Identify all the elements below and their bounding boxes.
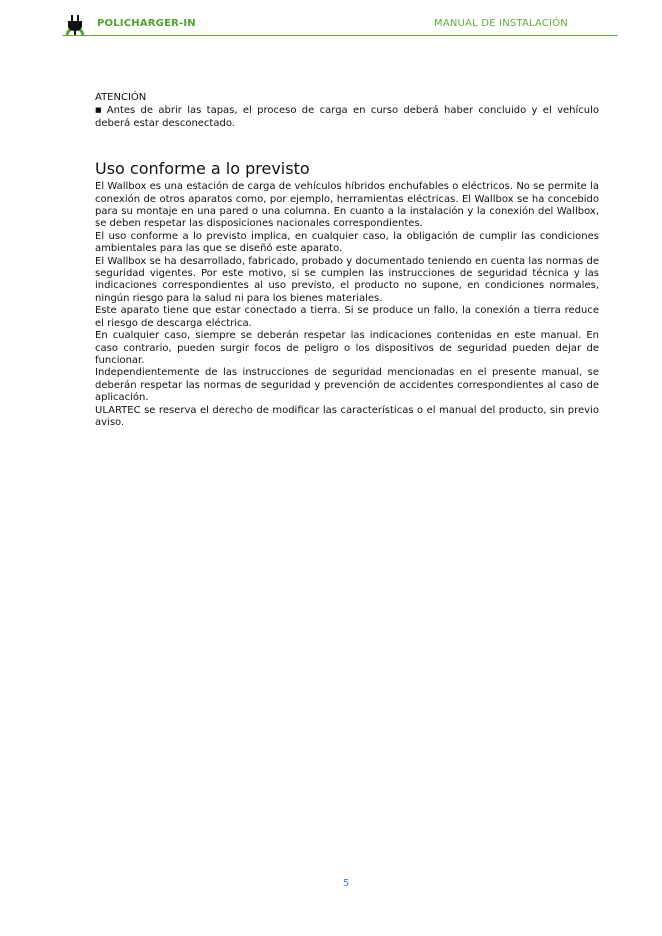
attention-text <box>95 104 599 130</box>
page-header <box>0 0 662 42</box>
paragraph: El Wallbox es una estación de carga de vehículos híbridos enchufables o eléctricos. No se permite la conexión de otros aparatos como, por ejemplo, herramientas eléctricas. El Wallbox se ha concebido para su montaje en una pared o una columna. En cuanto a la instalación y la conexión del Wallbox, se deben respetar las disposiciones nacionales correspondientes. <box>95 181 599 230</box>
header-divider <box>62 35 618 36</box>
paragraph: ULARTEC se reserva el derecho de modificar las características o el manual del producto, sin previo aviso. <box>95 404 599 428</box>
paragraph: Este aparato tiene que estar conectado a tierra. Si se produce un fallo, la conexión a tierra reduce el riesgo de descarga eléctrica. <box>95 305 599 329</box>
page-number: 5 <box>342 878 350 889</box>
square-bullet-icon: ■ <box>95 106 104 115</box>
document-title: MANUAL DE INSTALACIÓN <box>434 18 568 29</box>
plug-leaf-icon <box>62 14 88 40</box>
page-content <box>95 92 599 429</box>
attention-title: ATENCIÓN <box>95 92 147 103</box>
section-heading: Uso conforme a lo previsto <box>95 159 310 179</box>
paragraph: En cualquier caso, siempre se deberán respetar las indicaciones contenidas en este manual. En caso contrario, pueden surgir focos de peligro o los dispositivos de seguridad pueden dejar de funcionar. <box>95 330 599 366</box>
attention-body: Antes de abrir las tapas, el proceso de carga en curso deberá haber concluido y el vehículo deberá estar desconectado. <box>95 105 599 129</box>
paragraph: El uso conforme a lo previsto implica, en cualquier caso, la obligación de cumplir las condiciones ambientales para las que se diseñó este aparato. <box>95 230 599 255</box>
brand-name: POLICHARGER-IN <box>97 18 196 29</box>
paragraph: Independientemente de las instrucciones de seguridad mencionadas en el presente manual, se deberán respetar las normas de seguridad y prevención de accidentes correspondientes al caso de aplicación. <box>95 367 599 404</box>
paragraph: El Wallbox se ha desarrollado, fabricado, probado y documentado teniendo en cuenta las normas de seguridad vigentes. Por este motivo, si se cumplen las instrucciones de seguridad técnica y las indicaciones correspondientes al uso previsto, el producto no supone, en condiciones normales, ningún riesgo para la salud ni para los bienes materiales. <box>95 255 599 304</box>
